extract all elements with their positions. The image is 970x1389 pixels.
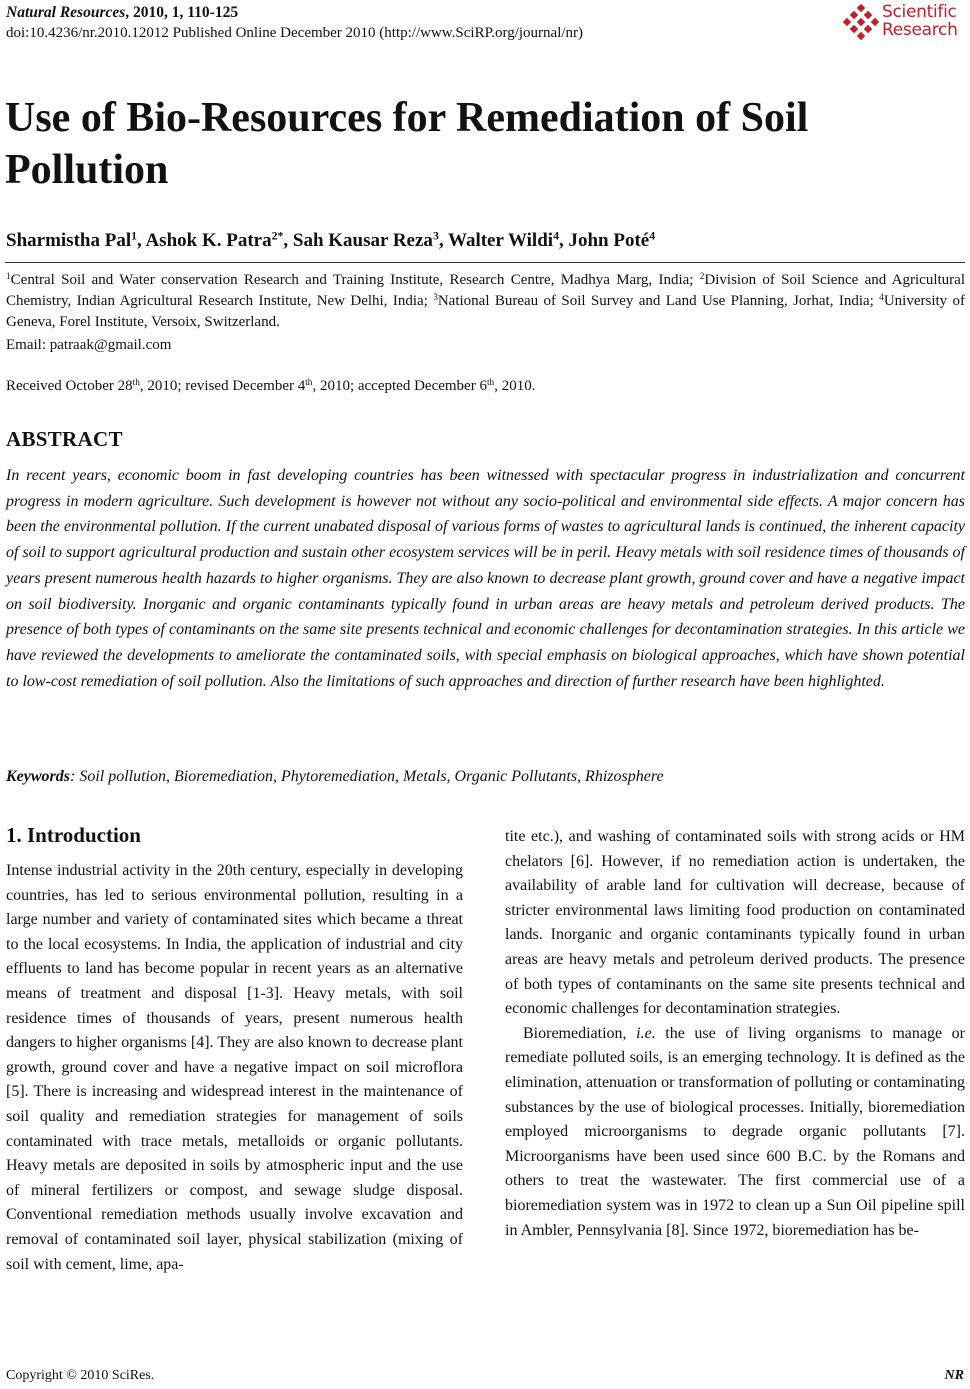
author-affil-sup: 4 bbox=[649, 229, 656, 243]
author-affil-sup: 1 bbox=[131, 229, 137, 243]
body-paragraph: tite etc.), and washing of contaminated soils with strong acids or HM chelators [6]. However, if no remediation action is undertaken, the availability of arable land for cultivation will decrease, because of stricter environmental laws limiting food production on contaminated lands. Inorganic and organic contaminants typically found in urban areas are heavy metals and petroleum derived products. The presence of both types of contaminants on the same site presents technical and economic challenges for decontamination strategies. bbox=[505, 828, 965, 1018]
affiliation: Central Soil and Water conservation Research and Training Institute, Research Centre, Madhya Marg, India; bbox=[10, 272, 700, 288]
affiliation: Division of Soil Science and Agricultural Chemistry, Indian Agricultural Research Institute, New Delhi, India; bbox=[6, 272, 965, 309]
received-dates bbox=[6, 376, 535, 397]
logo-text bbox=[882, 3, 958, 39]
abstract-text: In recent years, economic boom in fast developing countries has been witnessed with spectacular progress in industrialization and concurrent progress in modern agriculture. Such development is however not without any socio-political and environmental side effects. A major concern has been the environmental pollution. If the current unabated disposal of various forms of wastes to agricultural lands is continued, the inherent capacity of soil to support agricultural production and sustain other ecosystem services will be in peril. Heavy metals with soil residence times of thousands of years present numerous health hazards to higher organisms. They are also known to decrease plant growth, ground cover and have a negative impact on soil biodiversity. Inorganic and organic contaminants typically found in urban areas are heavy metals and petroleum derived products. The presence of both types of contaminants on the same site presents technical and economic challenges for decontamination strategies. In this article we have reviewed the developments to ameliorate the contaminated soils, with special emphasis on biological approaches, which have shown potential to low-cost remediation of soil pollution. Also the limitations of such approaches and direction of further research have been highlighted. bbox=[6, 467, 965, 690]
keywords-list: : Soil pollution, Bioremediation, Phytoremediation, Metals, Organic Pollutants, Rhizosphere bbox=[70, 768, 664, 785]
body-paragraph: Intense industrial activity in the 20th century, especially in developing countries, has led to serious environmental pollution, resulting in a large number and variety of contaminated sites which became a threat to the local ecosystems. In India, the application of industrial and city effluents to land has become popular in recent years as an alternative means of treatment and disposal [1-3]. Heavy metals, with soil residence times of thousands of years, present numerous health dangers to higher organisms [4]. They are also known to decrease plant growth, ground cover and have a negative impact on soil microflora [5]. There is increasing and widespread interest in the maintenance of soil quality and remediation strategies for management of soils contaminated with trace metals, metalloids or organic pollutants. Heavy metals are deposited in soils by atmospheric input and the use of mineral fertilizers or compost, and sewage sludge disposal. Conventional remediation methods usually involve excavation and removal of contaminated soil layer, physical stabilization (mixing of soil with cement, lime, apa- bbox=[6, 862, 463, 1273]
logo-line-2: Research bbox=[882, 20, 958, 40]
affil-sup: 4 bbox=[879, 292, 884, 303]
doi-line: doi:10.4236/nr.2010.12012 Published Online December 2010 (http://www.SciRP.org/journal/nr) bbox=[6, 25, 584, 41]
author-separator: , bbox=[137, 230, 146, 251]
received-text: , 2010. bbox=[494, 378, 536, 394]
affiliation: University of Geneva, Forel Institute, Versoix, Switzerland. bbox=[6, 293, 966, 330]
author-list bbox=[6, 228, 655, 254]
logo-diamond-icon bbox=[842, 4, 880, 44]
journal-citation bbox=[6, 2, 238, 23]
scientific-research-logo bbox=[842, 3, 966, 45]
footer-journal-abbr: NR bbox=[944, 1368, 964, 1383]
contact-email[interactable]: Email: patraak@gmail.com bbox=[6, 337, 172, 353]
received-text: Received October 28 bbox=[6, 378, 133, 394]
received-text: , 2010; revised December 4 bbox=[139, 378, 306, 394]
right-column bbox=[505, 825, 965, 1243]
paragraph-emphasis: i.e. bbox=[636, 1024, 656, 1042]
author-name: Ashok K. Patra bbox=[145, 230, 272, 251]
ordinal-sup: th bbox=[305, 377, 313, 388]
logo-line-1: Scientific bbox=[882, 2, 957, 22]
title-divider bbox=[5, 262, 965, 263]
ordinal-sup: th bbox=[132, 377, 140, 388]
affil-sup: 3 bbox=[433, 292, 438, 303]
affiliation: National Bureau of Soil Survey and Land Use Planning, Jorhat, India; bbox=[437, 293, 880, 309]
author-name: Sharmistha Pal bbox=[6, 230, 132, 251]
author-separator: , bbox=[438, 230, 448, 251]
author-separator: , bbox=[558, 230, 569, 251]
keywords-label: Keywords bbox=[6, 768, 70, 785]
left-column bbox=[6, 859, 463, 1277]
author-affil-sup: 3 bbox=[432, 229, 439, 243]
affil-sup: 1 bbox=[6, 271, 11, 282]
author-separator: , bbox=[283, 230, 293, 251]
journal-name: Natural Resources bbox=[6, 4, 126, 21]
author-name: Sah Kausar Reza bbox=[292, 230, 433, 251]
paper-title: Use of Bio-Resources for Remediation of Soil Pollution bbox=[5, 95, 809, 193]
author-affil-sup: 2* bbox=[271, 229, 284, 243]
abstract-heading: ABSTRACT bbox=[6, 427, 123, 451]
affil-sup: 2 bbox=[699, 271, 705, 282]
keywords bbox=[6, 766, 664, 788]
received-text: , 2010; accepted December 6 bbox=[312, 378, 487, 394]
section-heading: 1. Introduction bbox=[6, 823, 141, 847]
paragraph-text: the use of living organisms to manage or remediate polluted soils, is an emerging technology. It is defined as the elimination, attenuation or transformation of polluting or contaminating substances by the use of biological processes. Initially, bioremediation employed microorganisms to degrade organic pollutants [7]. Microorganisms have been used since 600 B.C. by the Romans and others to treat the wastewater. The first commercial use of a bioremediation system was in 1972 to clean up a Sun Oil pipeline spill in Ambler, Pennsylvania [8]. Since 1972, bioremediation has be- bbox=[505, 1024, 966, 1239]
journal-issue: , 2010, 1, 110-125 bbox=[125, 4, 239, 21]
ordinal-sup: th bbox=[486, 377, 495, 388]
author-affil-sup: 4 bbox=[553, 229, 559, 243]
affiliations bbox=[6, 270, 965, 333]
author-name: John Poté bbox=[568, 230, 650, 251]
paragraph-text: Bioremediation, bbox=[523, 1024, 637, 1042]
footer-copyright: Copyright © 2010 SciRes. bbox=[6, 1368, 155, 1383]
author-name: Walter Wildi bbox=[448, 230, 554, 251]
body-paragraph bbox=[505, 1022, 965, 1243]
